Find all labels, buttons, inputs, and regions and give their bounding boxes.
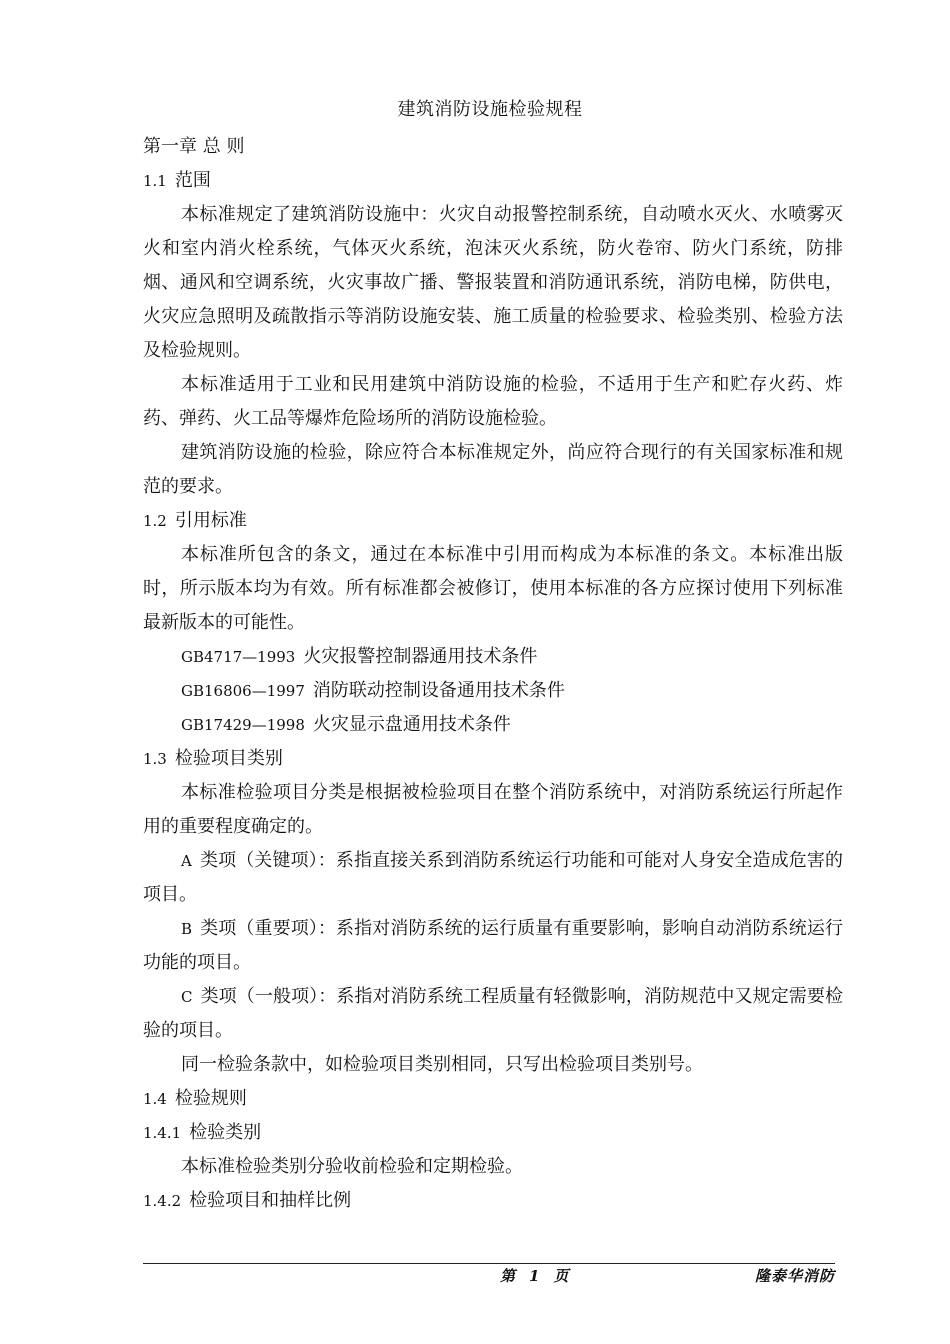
category-text: 类项（一般项）：系指对消防系统工程质量有轻微影响，消防规范中又规定需要检验的项目。 [143, 986, 843, 1041]
section-number: 1.3 [143, 750, 167, 768]
section-title: 范围 [174, 170, 211, 191]
section-heading-1-1 [143, 164, 843, 198]
category-item-b [143, 912, 843, 980]
standard-item [143, 674, 843, 708]
category-letter: B [181, 920, 193, 938]
page-prefix: 第 [500, 1267, 516, 1285]
standard-item [143, 708, 843, 742]
paragraph-scope-3: 建筑消防设施的检验，除应符合本标准规定外，尚应符合现行的有关国家标准和规范的要求。 [143, 442, 843, 497]
section-title: 检验规则 [174, 1088, 247, 1109]
standard-name: 火灾报警控制器通用技术条件 [303, 646, 538, 667]
section-number: 1.2 [143, 512, 167, 530]
paragraph-scope-1: 本标准规定了建筑消防设施中：火灾自动报警控制系统，自动喷水灭火、水喷雾灭火和室内消火栓系统，气体灭火系统，泡沫灭火系统，防火卷帘、防火门系统，防排烟、通风和空调系统，火灾事故广播、警报装置和消防通讯系统，消防电梯，防供电，火灾应急照明及疏散指示等消防设施安装、施工质量的检验要求、检验类别、检验方法及检验规则。 [143, 204, 843, 361]
paragraph-rule: 本标准检验类别分验收前检验和定期检验。 [181, 1156, 523, 1177]
paragraph-category-intro: 本标准检验项目分类是根据被检验项目在整个消防系统中，对消防系统运行所起作用的重要程度确定的。 [143, 782, 843, 837]
section-number: 1.4.2 [143, 1192, 182, 1210]
section-heading-1-4-1 [143, 1116, 843, 1150]
chapter-heading: 第一章 总 则 [143, 136, 245, 157]
page-number: 1 [529, 1267, 540, 1285]
section-heading-1-4 [143, 1082, 843, 1116]
page-suffix: 页 [553, 1267, 569, 1285]
paragraph-scope-2: 本标准适用于工业和民用建筑中消防设施的检验，不适用于生产和贮存火药、炸药、弹药、火工品等爆炸危险场所的消防设施检验。 [143, 374, 843, 429]
footer-divider [143, 1263, 835, 1264]
section-title: 引用标准 [174, 510, 247, 531]
paragraph-category-note: 同一检验条款中，如检验项目类别相同，只写出检验项目类别号。 [181, 1054, 703, 1075]
section-heading-1-4-2 [143, 1184, 843, 1218]
section-number: 1.1 [143, 172, 167, 190]
standard-code: GB16806—1997 [181, 682, 305, 700]
paragraph-reference: 本标准所包含的条文，通过在本标准中引用而构成为本标准的条文。本标准出版时，所示版本均为有效。所有标准都会被修订，使用本标准的各方应探讨使用下列标准最新版本的可能性。 [143, 544, 843, 633]
section-number: 1.4 [143, 1090, 167, 1108]
section-title: 检验项目和抽样比例 [189, 1190, 352, 1211]
section-title: 检验项目类别 [174, 748, 283, 769]
category-item-c [143, 980, 843, 1048]
section-heading-1-3 [143, 742, 843, 776]
standard-item [143, 640, 843, 674]
section-number: 1.4.1 [143, 1124, 182, 1142]
category-letter: A [181, 852, 192, 870]
section-heading-1-2 [143, 504, 843, 538]
category-text: 类项（关键项）：系指直接关系到消防系统运行功能和可能对人身安全造成危害的项目。 [143, 850, 843, 905]
document-body [143, 130, 843, 1218]
standard-name: 火灾显示盘通用技术条件 [312, 714, 511, 735]
standard-code: GB4717—1993 [181, 648, 296, 666]
standard-code: GB17429—1998 [181, 716, 305, 734]
document-title: 建筑消防设施检验规程 [397, 99, 583, 120]
footer-brand: 隆泰华消防 [754, 1267, 835, 1285]
footer-page-number [500, 1264, 582, 1288]
section-title: 检验类别 [189, 1122, 262, 1143]
category-item-a [143, 844, 843, 912]
category-letter: C [181, 988, 193, 1006]
standard-name: 消防联动控制设备通用技术条件 [312, 680, 565, 701]
category-text: 类项（重要项）：系指对消防系统的运行质量有重要影响，影响自动消防系统运行功能的项目。 [143, 918, 843, 973]
